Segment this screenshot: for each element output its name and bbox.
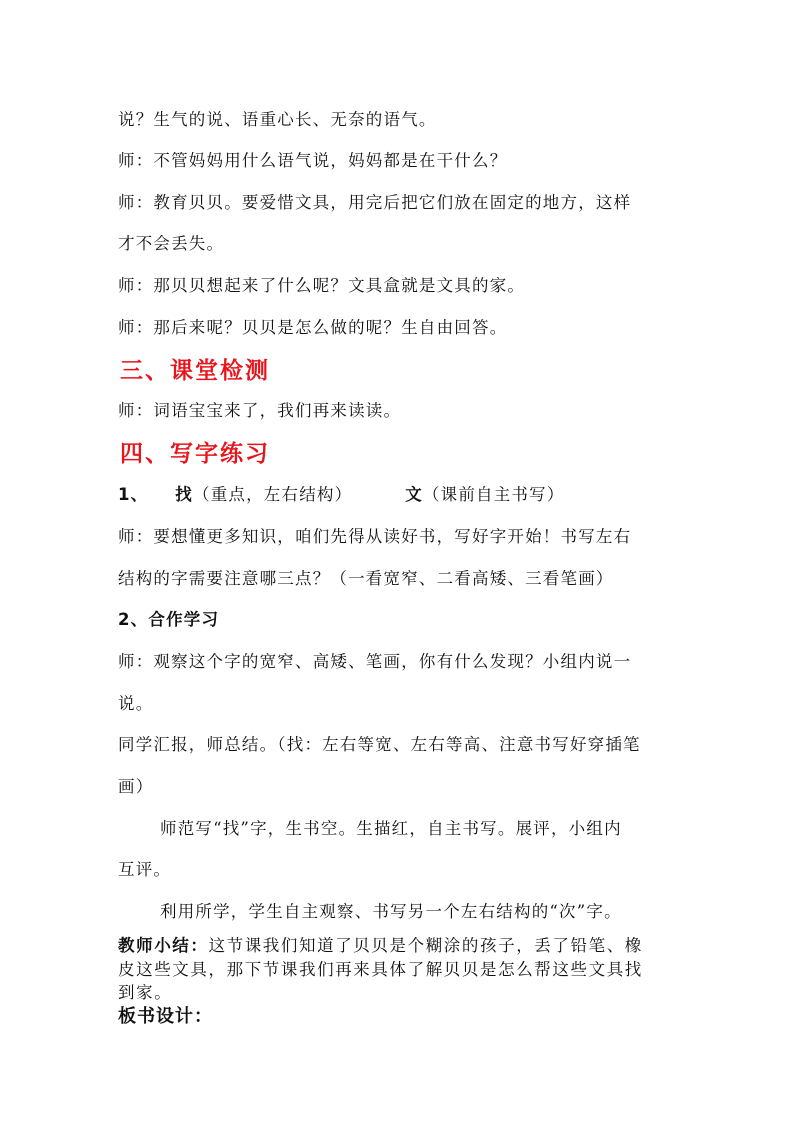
summary-text: 这节课我们知道了贝贝是个糊涂的孩子，丢了铅笔、橡 bbox=[208, 936, 643, 955]
summary-label: 教师小结： bbox=[118, 936, 209, 955]
item-number: 1、 bbox=[118, 485, 149, 504]
character-note: （重点，左右结构） bbox=[193, 485, 353, 504]
text-line: 互评。 bbox=[118, 860, 172, 879]
practice-character: 找 bbox=[175, 485, 193, 504]
section-heading: 三、课堂检测 bbox=[120, 358, 270, 384]
text-line: 师：不管妈妈用什么语气说，妈妈都是在干什么？ bbox=[118, 151, 508, 170]
text-line: 师：那贝贝想起来了什么呢？文具盒就是文具的家。 bbox=[118, 276, 526, 295]
text-line: 才不会丢失。 bbox=[118, 234, 225, 253]
text-line: 利用所学，学生自主观察、书写另一个左右结构的“次”字。 bbox=[160, 902, 622, 921]
text-line: 画） bbox=[118, 777, 154, 796]
character-note: （课前自主书写） bbox=[422, 485, 565, 504]
summary-line bbox=[118, 932, 643, 956]
text-line: 结构的字需要注意哪三点？（一看宽窄、二看高矮、三看笔画） bbox=[118, 569, 614, 588]
summary-line: 到家。 bbox=[118, 983, 173, 1002]
section-heading: 四、写字练习 bbox=[120, 441, 270, 467]
practice-character: 文 bbox=[405, 485, 423, 504]
writing-item-2: 2、合作学习 bbox=[118, 610, 220, 629]
text-line: 师范写“找”字，生书空。生描红，自主书写。展评，小组内 bbox=[160, 819, 622, 838]
writing-item-1 bbox=[118, 481, 565, 505]
text-line: 师：要想懂更多知识，咱们先得从读好书，写好字开始！书写左右 bbox=[118, 527, 632, 546]
text-line: 说？生气的说、语重心长、无奈的语气。 bbox=[118, 110, 437, 129]
text-line: 说。 bbox=[118, 694, 154, 713]
text-line: 师：观察这个字的宽窄、高矮、笔画，你有什么发现？小组内说一 bbox=[118, 652, 632, 671]
board-design-heading: 板书设计： bbox=[118, 1006, 213, 1027]
text-line: 师：那后来呢？贝贝是怎么做的呢？生自由回答。 bbox=[118, 318, 508, 337]
text-line: 同学汇报，师总结。（找：左右等宽、左右等高、注意书写好穿插笔 bbox=[118, 735, 641, 754]
text-line: 师：教育贝贝。要爱惜文具，用完后把它们放在固定的地方，这样 bbox=[118, 193, 632, 212]
summary-line: 皮这些文具，那下节课我们再来具体了解贝贝是怎么帮这些文具找 bbox=[118, 960, 643, 979]
text-line: 师：词语宝宝来了，我们再来读读。 bbox=[118, 401, 402, 420]
